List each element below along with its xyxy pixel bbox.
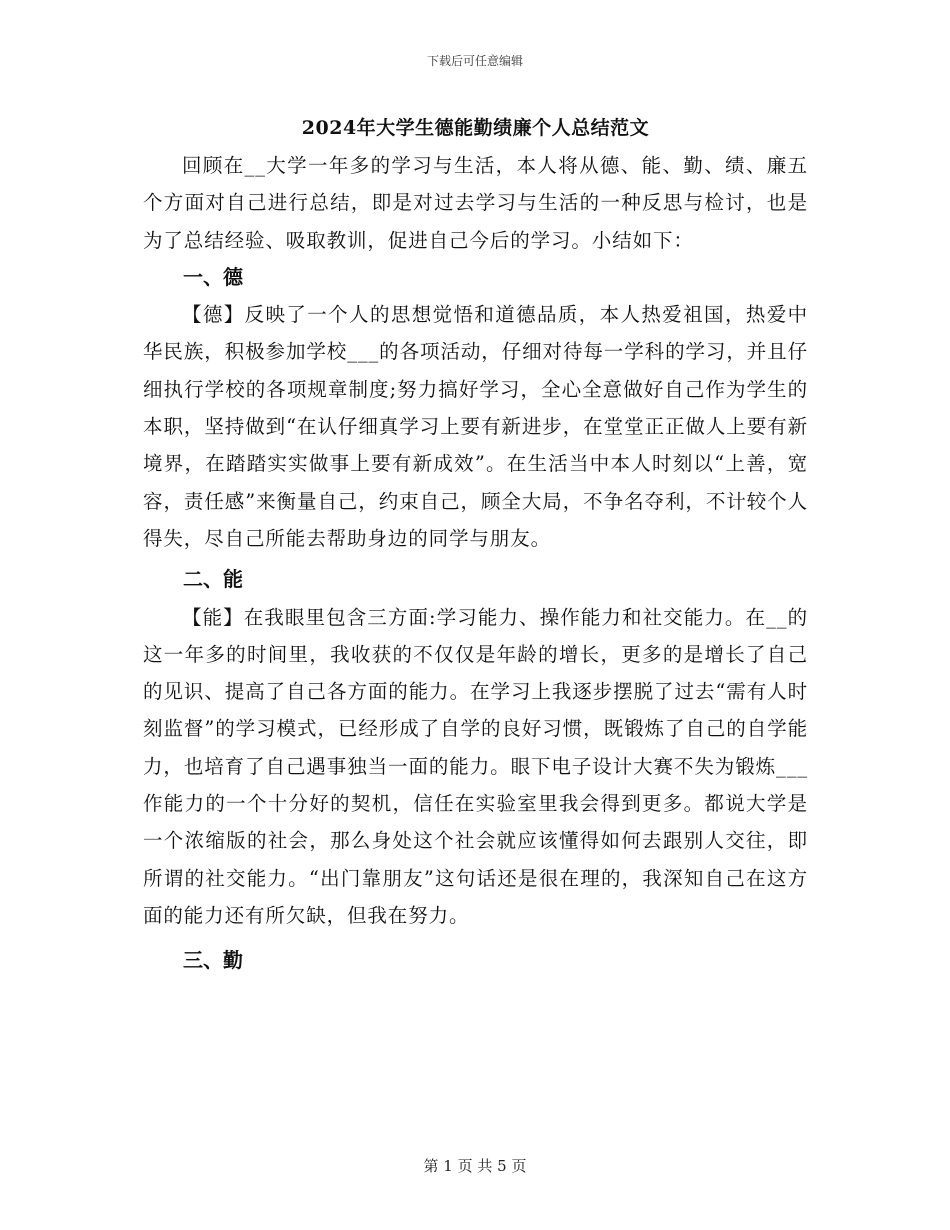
section-paragraph-neng: 【能】在我眼里包含三方面:学习能力、操作能力和社交能力。在__的这一年多的时间里，我收获的不仅仅是年龄的增长，更多的是增长了自己的见识、提高了自己各方面的能力。在学习上我逐步摆脱了过去“需有人时刻监督”的学习模式，已经形成了自学的良好习惯，既锻炼了自己的自学能力，也培育了自己遇事独当一面的能力。眼下电子设计大赛不失为锻炼___作能力的一个十分好的契机，信任在实验室里我会得到更多。都说大学是一个浓缩版的社会，那么身处这个社会就应该懂得如何去跟别人交往，即所谓的社交能力。“出门靠朋友”这句话还是很在理的，我深知自己在这方面的能力还有所欠缺，但我在努力。 [143,605,808,927]
section-heading-neng: 二、能 [183,567,243,592]
document-body [143,113,808,980]
intro-paragraph: 回顾在__大学一年多的学习与生活，本人将从德、能、勤、绩、廉五个方面对自己进行总结，即是对过去学习与生活的一种反思与检讨，也是为了总结经验、吸取教训，促进自己今后的学习。小结如下： [143,154,808,252]
page-number-footer: 第 1 页 共 5 页 [423,1157,527,1175]
page-header-note: 下载后可任意编辑 [426,54,523,68]
document-title: 2024年大学生德能勤绩廉个人总结范文 [301,117,650,139]
section-paragraph-de: 【德】反映了一个人的思想觉悟和道德品质，本人热爱祖国，热爱中华民族，积极参加学校___的各项活动，仔细对待每一学科的学习，并且仔细执行学校的各项规章制度;努力搞好学习，全心全意做好自己作为学生的本职，坚持做到“在认仔细真学习上要有新进步，在堂堂正正做人上要有新境界，在踏踏实实做事上要有新成效”。在生活当中本人时刻以“上善，宽容，责任感”来衡量自己，约束自己，顾全大局，不争名夺利，不计较个人得失，尽自己所能去帮助身边的同学与朋友。 [143,303,808,550]
section-heading-qin: 三、勤 [183,948,243,973]
section-heading-de: 一、德 [183,264,243,289]
